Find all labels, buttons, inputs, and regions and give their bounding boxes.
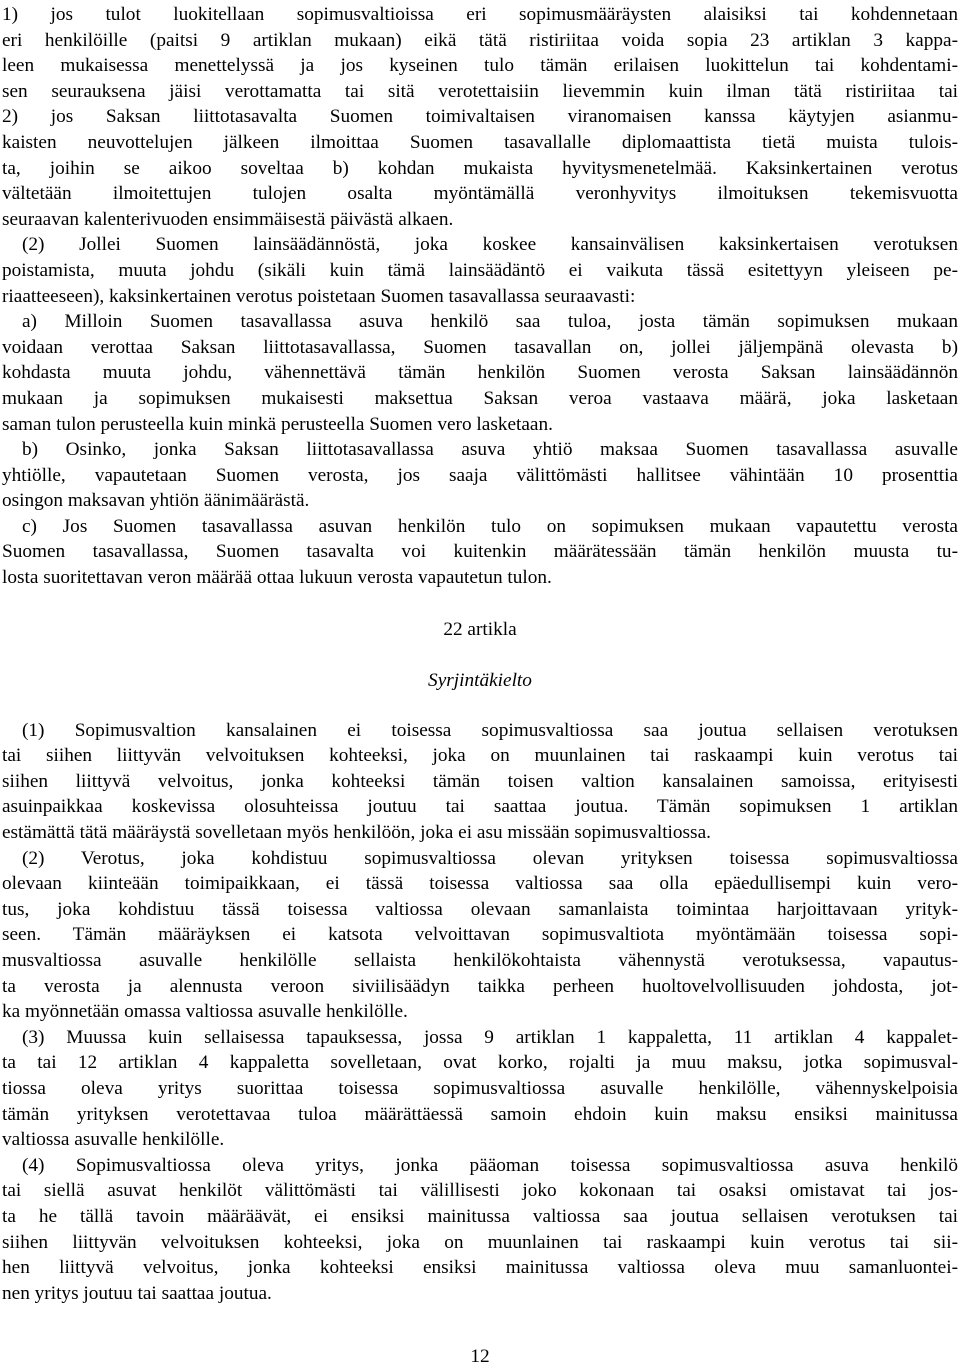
- text-line: leen mukaisessa menettelyssä ja jos kyseinen tulo tämän erilaisen luokittelun tai kohdentami-: [2, 55, 958, 77]
- text-line: kohdasta muuta johdu, vähennettävä tämän henkilön Suomen verosta Saksan lainsäädännön: [2, 362, 958, 384]
- text-line: (3) Muussa kuin sellaisessa tapauksessa, jossa 9 artiklan 1 kappaletta, 11 artiklan 4 kappalet-: [22, 1026, 958, 1048]
- text-line: olevaan kiinteään toimipaikkaan, ei tässä toisessa valtiossa saa olla epäedullisempi kuin vero-: [2, 873, 958, 895]
- text-line: (2) Verotus, joka kohdistuu sopimusvaltiossa olevan yrityksen toisessa sopimusvaltiossa: [22, 847, 958, 869]
- article-title: Syrjintäkielto: [428, 669, 532, 691]
- text-line: (1) Sopimusvaltion kansalainen ei toisessa sopimusvaltiossa saa joutua sellaisen verotuksen: [22, 719, 958, 741]
- text-line: riaatteeseen), kaksinkertainen verotus poistetaan Suomen tasavallassa seuraavasti:: [2, 285, 636, 307]
- text-line: tämän yrityksen verotettavaa tuloa määrättäessä samoin ehdoin kuin maksu ensiksi mainitussa: [2, 1103, 958, 1125]
- text-line: losta suoritettavan veron määrää ottaa lukuun verosta vapautetun tulon.: [2, 567, 552, 589]
- paragraph-subsection-c: [2, 514, 958, 591]
- paragraph-subsection-b: [2, 437, 958, 514]
- text-line: asuinpaikkaa koskevissa olosuhteissa joutuu tai saattaa joutua. Tämän sopimuksen 1 artiklan: [2, 796, 958, 818]
- page-number: 12: [470, 1346, 490, 1367]
- text-line: a) Milloin Suomen tasavallassa asuva henkilö saa tuloa, josta tämän sopimuksen mukaan: [22, 311, 958, 333]
- text-line: ta, joihin se aikoo soveltaa b) kohdan mukaista hyvitysmenetelmää. Kaksinkertainen verotus: [2, 157, 958, 179]
- text-line: mukaan ja sopimuksen mukaisesti maksettua Saksan veroa vastaava määrä, joka lasketaan: [2, 387, 958, 409]
- text-line: ta tai 12 artiklan 4 kappaletta sovelletaan, ovat korko, rojalti ja muu maksu, jotka sopimusval-: [2, 1052, 958, 1074]
- text-line: ka myönnetään omassa valtiossa asuvalle henkilölle.: [2, 1001, 408, 1023]
- text-line: yhtiölle, vapautetaan Suomen verosta, jos saaja välittömästi hallitsee vähintään 10 prosenttia: [2, 464, 958, 486]
- text-line: c) Jos Suomen tasavallassa asuvan henkilön tulo on sopimuksen mukaan vapautettu verosta: [22, 515, 958, 537]
- text-line: poistamista, muuta johdu (sikäli kuin tämä lainsäädäntö ei vaikuta tässä esitettyyn yleiseen pe-: [2, 259, 958, 281]
- text-line: b) Osinko, jonka Saksan liittotasavallassa asuva yhtiö maksaa Suomen tasavallassa asuvalle: [22, 439, 958, 461]
- text-line: siihen liittyvän velvoituksen kohteeksi, joka on muunlainen tai raskaampi kuin verotus tai sii-: [2, 1231, 958, 1253]
- text-line: kaisten neuvottelujen jälkeen ilmoittaa Suomen tasavallalle diplomaattista tietä muista tulois-: [2, 131, 958, 153]
- text-line: osingon maksavan yhtiön äänimäärästä.: [2, 490, 310, 512]
- text-line: voidaan verottaa Saksan liittotasavallassa, Suomen tasavallan on, jollei jäljempänä olevasta b): [2, 336, 958, 358]
- text-line: (4) Sopimusvaltiossa oleva yritys, jonka pääoman toisessa sopimusvaltiossa asuva henkilö: [22, 1154, 958, 1176]
- text-line: tiossa oleva yritys suorittaa toisessa sopimusvaltiossa asuvalle henkilölle, vähennyskelpoisia: [2, 1077, 958, 1099]
- text-line: ta verosta ja alennusta veroon siviilisäädyn taikka perheen huoltovelvollisuuden johdosta, jot-: [2, 975, 958, 997]
- article-heading: [2, 617, 958, 693]
- text-line: tai siihen liittyvän velvoituksen kohteeksi, joka on muunlainen tai raskaampi kuin verotus tai: [2, 745, 958, 767]
- text-line: seen. Tämän määräyksen ei katsota velvoittavan sopimusvaltiota myöntämään toisessa sopi-: [2, 924, 958, 946]
- text-line: hen liittyvä velvoitus, jonka kohteeksi ensiksi mainitussa valtiossa oleva muu samanluontei-: [2, 1257, 958, 1279]
- text-line: estämättä tätä määräystä sovelletaan myös henkilöön, joka ei asu missään sopimusvaltiossa.: [2, 822, 711, 844]
- text-line: eri henkilöille (paitsi 9 artiklan mukaan) eikä tätä ristiriitaa voida sopia 23 artiklan 3 kappa-: [2, 29, 958, 51]
- text-line: siihen liittyvä velvoitus, jonka kohteeksi tämän toisen valtion kansalainen samoissa, erityisesti: [2, 770, 958, 792]
- text-line: tus, joka kohdistuu tässä toisessa valtiossa olevaan samanlaista toimintaa harjoittavaan yrityk-: [2, 898, 958, 920]
- text-line: musvaltiossa asuvalle henkilölle sellaista henkilökohtaista vähennystä verotuksessa, vapautus-: [2, 950, 958, 971]
- article-number: 22 artikla: [443, 618, 517, 640]
- document-page: [2, 2, 958, 1306]
- text-line: nen yritys joutuu tai saattaa joutua.: [2, 1282, 272, 1304]
- text-line: seuraavan kalenterivuoden ensimmäisestä päivästä alkaen.: [2, 208, 454, 230]
- text-line: 2) jos Saksan liittotasavalta Suomen toimivaltaisen viranomaisen kanssa käytyjen asianmu-: [2, 106, 958, 128]
- text-line: Suomen tasavallassa, Suomen tasavalta voi kuitenkin määrätessään tämän henkilön muusta tu-: [2, 541, 958, 563]
- text-line: 1) jos tulot luokitellaan sopimusvaltioissa eri sopimusmääräysten alaisiksi tai kohdennetaan: [2, 4, 958, 25]
- text-line: tai siellä asuvat henkilöt välittömästi tai välillisesti joko kokonaan tai osaksi omistavat tai jos-: [2, 1180, 958, 1202]
- text-line: sen seurauksena jäisi verottamatta tai sitä verotettaisiin lievemmin kuin ilman tätä ristiriitaa tai: [2, 80, 958, 102]
- paragraph-nationals: [2, 718, 958, 846]
- text-line: (2) Jollei Suomen lainsäädännöstä, joka koskee kansainvälisen kaksinkertaisen verotuksen: [22, 234, 958, 256]
- text-line: ta he tällä tavoin määräävät, ei ensiksi mainitussa valtiossa saa joutua sellaisen verotuksen tai: [2, 1205, 958, 1227]
- text-line: vältetään ilmoitettujen tulojen osalta myöntämällä veronhyvitys ilmoituksen tekemisvuotta: [2, 183, 958, 205]
- text-line: valtiossa asuvalle henkilölle.: [2, 1129, 225, 1151]
- paragraph-credit-method-conditions: [2, 2, 958, 232]
- paragraph-enterprise-ownership: [2, 1153, 958, 1307]
- paragraph-subsection-a: [2, 309, 958, 437]
- paragraph-deductibility: [2, 1025, 958, 1153]
- text-line: saman tulon perusteella kuin minkä perusteella Suomen vero lasketaan.: [2, 413, 553, 435]
- paragraph-finland-elimination: [2, 232, 958, 309]
- paragraph-permanent-establishment: [2, 846, 958, 1025]
